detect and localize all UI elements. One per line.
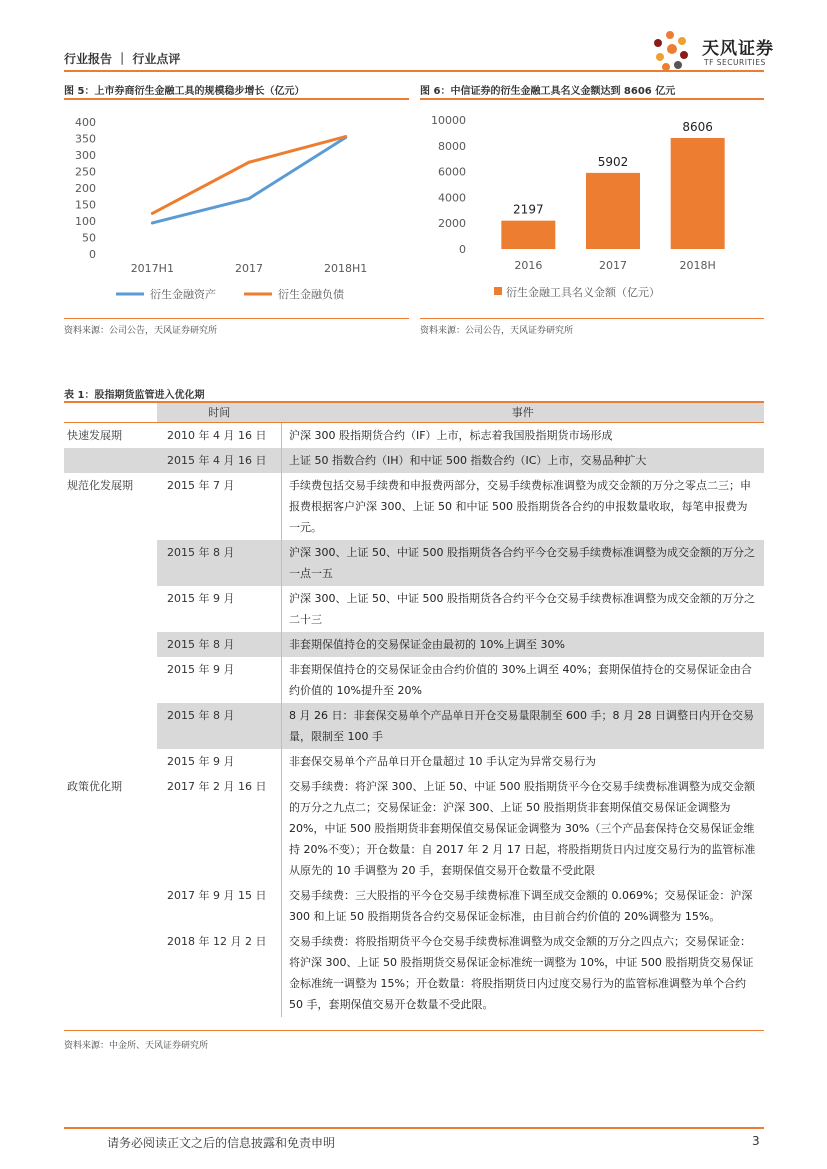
- figure6-title: 图 6：中信证券的衍生金融工具名义金额达到 8606 亿元: [420, 86, 676, 97]
- row-event: 交易手续费：三大股指的平今仓交易手续费标准下调至成交金额的 0.069%；交易保证金：沪深 300 和上证 50 股指期货各合约交易保证金标准，由目前合约价值的 20%调整为 15%。: [289, 889, 753, 923]
- y-tick-label: 50: [82, 231, 96, 245]
- figure5-line-chart: [64, 104, 409, 314]
- row-period: [64, 929, 157, 1017]
- x-tick-label: 2017: [599, 259, 627, 272]
- legend-swatch: [494, 287, 502, 295]
- table-row: [64, 883, 764, 929]
- row-period: [64, 703, 157, 749]
- y-tick-label: 4000: [438, 191, 466, 205]
- row-date: 2015 年 8 月: [157, 703, 282, 749]
- row-date: 2015 年 4 月 16 日: [157, 448, 282, 473]
- row-event: 非套保交易单个产品单日开仓量超过 10 手认定为异常交易行为: [289, 755, 596, 768]
- table-row: [64, 540, 764, 586]
- y-tick-label: 300: [75, 149, 96, 162]
- series-line-assets: [152, 138, 345, 223]
- header-time: 时间: [157, 403, 282, 423]
- row-date: 2015 年 9 月: [157, 657, 282, 703]
- data-point: [248, 197, 251, 200]
- figure6-source: 资料来源：公司公告，天风证券研究所: [420, 326, 574, 336]
- y-tick-label: 200: [75, 182, 96, 195]
- table-row: [64, 448, 764, 473]
- y-tick-label: 400: [75, 116, 96, 129]
- row-period: 快速发展期: [67, 429, 122, 442]
- figure5-title: 图 5：上市券商衍生金融工具的规模稳步增长（亿元）: [64, 86, 305, 97]
- table-header-row: [64, 403, 764, 423]
- table-row: [64, 929, 764, 1017]
- row-date: 2015 年 8 月: [157, 540, 282, 586]
- data-point: [248, 161, 251, 164]
- row-event: 上证 50 指数合约（IH）和中证 500 指数合约（IC）上市，交易品种扩大: [282, 448, 765, 473]
- y-tick-label: 150: [75, 198, 96, 212]
- row-event: 沪深 300、上证 50、中证 500 股指期货各合约平今仓交易手续费标准调整为成交金额的万分之二十三: [289, 592, 755, 626]
- row-date: 2015 年 9 月: [157, 586, 282, 632]
- footer-disclaimer: 请务必阅读正文之后的信息披露和免责申明: [107, 1136, 336, 1150]
- report-category: 行业报告 ｜ 行业点评: [64, 52, 181, 66]
- row-period: [64, 632, 157, 657]
- row-period: [64, 540, 157, 586]
- bar-2016: [501, 221, 555, 249]
- series-line-liabilities: [152, 137, 345, 214]
- row-date: 2017 年 2 月 16 日: [157, 774, 282, 883]
- row-date: 2017 年 9 月 15 日: [157, 883, 282, 929]
- row-date: 2018 年 12 月 2 日: [157, 929, 282, 1017]
- row-event: 8 月 26 日：非套保交易单个产品单日开仓交易量限制至 600 手；8 月 28 日调整日内开仓交易量，限制至 100 手: [282, 703, 765, 749]
- header-period: [64, 403, 157, 423]
- y-tick-label: 6000: [438, 165, 466, 179]
- row-event: 交易手续费：将股指期货平今仓交易手续费标准调整为成交金额的万分之四点六；交易保证金：将沪深 300、上证 50 股指期货交易保证金标准统一调整为 10%，中证 500 股指期货交易保证金标准统一调整为 15%；开仓数量：将股指期货日内过度交易行为的监管标准调整为单个合约 50 手，套期保值交易开仓数量不受此限。: [289, 935, 754, 1011]
- table-bottom-line: [64, 1030, 764, 1031]
- x-tick-label: 2016: [514, 259, 543, 272]
- bar-value-label: 8606: [682, 119, 713, 134]
- logo-text-cn: 天风证券: [702, 39, 774, 59]
- table-row: [64, 749, 764, 774]
- row-date: 2010 年 4 月 16 日: [157, 423, 282, 449]
- y-tick-label: 8000: [438, 139, 466, 153]
- bar-2018H: [671, 138, 725, 249]
- row-event: 沪深 300 股指期货合约（IF）上市，标志着我国股指期货市场形成: [289, 429, 613, 442]
- table-row: [64, 423, 764, 449]
- y-tick-label: 0: [89, 248, 96, 261]
- row-event: 非套期保值持仓的交易保证金由合约价值的 30%上调至 40%；套期保值持仓的交易保证金由合约价值的 10%提升至 20%: [289, 663, 752, 697]
- figure6-bottom-line: [420, 318, 764, 319]
- table-row: [64, 703, 764, 749]
- table-row: [64, 586, 764, 632]
- data-point: [151, 212, 154, 215]
- table-source: 资料来源：中金所、天风证券研究所: [64, 1041, 209, 1051]
- row-period: 政策优化期: [67, 780, 122, 793]
- header-event: 事件: [282, 403, 765, 423]
- data-point: [151, 221, 154, 224]
- legend-label: 衍生金融资产: [150, 288, 216, 301]
- page-number: 3: [752, 1134, 760, 1148]
- row-period: [64, 883, 157, 929]
- table-title: 表 1：股指期货监管进入优化期: [64, 390, 205, 401]
- y-tick-label: 100: [75, 215, 96, 228]
- row-event: 沪深 300、上证 50、中证 500 股指期货各合约平今仓交易手续费标准调整为成交金额的万分之一点一五: [282, 540, 765, 586]
- y-tick-label: 250: [75, 165, 96, 179]
- y-tick-label: 2000: [438, 217, 466, 231]
- bar-value-label: 5902: [597, 154, 629, 169]
- table-row: [64, 774, 764, 883]
- figure6-top-line: [420, 98, 764, 100]
- figure5-bottom-line: [64, 318, 409, 319]
- row-event: 交易手续费：将沪深 300、上证 50、中证 500 股指期货平今仓交易手续费标准调整为成交金额的万分之九点二；交易保证金：沪深 300、上证 50 股指期货非套期保值交易保证金调整为 20%，中证 500 股指期货非套期保值交易保证金调整为 30%（三个产品套保持仓交易保证金维持 20%不变）；开仓数量：自 2017 年 2 月 17 日起，将股指期货日内过度交易行为的监管标准从原先的 10 手调整为 20 手，套期保值交易开仓数量不受此限: [289, 780, 756, 877]
- legend-label: 衍生金融负债: [278, 288, 344, 301]
- table-row: [64, 632, 764, 657]
- legend-label: 衍生金融工具名义金额（亿元）: [506, 286, 660, 299]
- figure5-top-line: [64, 98, 409, 100]
- row-period: [64, 448, 157, 473]
- figure5-source: 资料来源：公司公告，天风证券研究所: [64, 326, 218, 336]
- footer-divider: [64, 1127, 764, 1129]
- row-date: 2015 年 8 月: [157, 632, 282, 657]
- figure6-bar-chart: [420, 104, 764, 314]
- x-tick-label: 2018H1: [324, 262, 368, 275]
- row-period: 规范化发展期: [67, 479, 133, 492]
- data-point: [344, 135, 347, 138]
- row-date: 2015 年 7 月: [157, 473, 282, 540]
- row-period: [64, 749, 157, 774]
- row-period: [64, 657, 157, 703]
- table-row: [64, 473, 764, 540]
- y-tick-label: 0: [459, 243, 466, 256]
- table-row: [64, 657, 764, 703]
- regulation-events-table: [64, 403, 764, 1017]
- x-tick-label: 2017H1: [130, 262, 174, 275]
- y-tick-label: 10000: [431, 114, 466, 127]
- row-period: [64, 586, 157, 632]
- y-tick-label: 350: [75, 132, 96, 146]
- row-event: 手续费包括交易手续费和申报费两部分，交易手续费标准调整为成交金额的万分之零点二三；申报费根据客户沪深 300、上证 50 和中证 500 股指期货各合约的申报数量收取，每笔申报费为一元。: [289, 479, 751, 534]
- bar-2017: [586, 173, 640, 249]
- row-date: 2015 年 9 月: [157, 749, 282, 774]
- logo-text-en: TF SECURITIES: [704, 58, 766, 67]
- row-event: 非套期保值持仓的交易保证金由最初的 10%上调至 30%: [282, 632, 765, 657]
- x-tick-label: 2017: [235, 262, 263, 275]
- x-tick-label: 2018H: [679, 259, 716, 272]
- bar-value-label: 2197: [513, 202, 544, 217]
